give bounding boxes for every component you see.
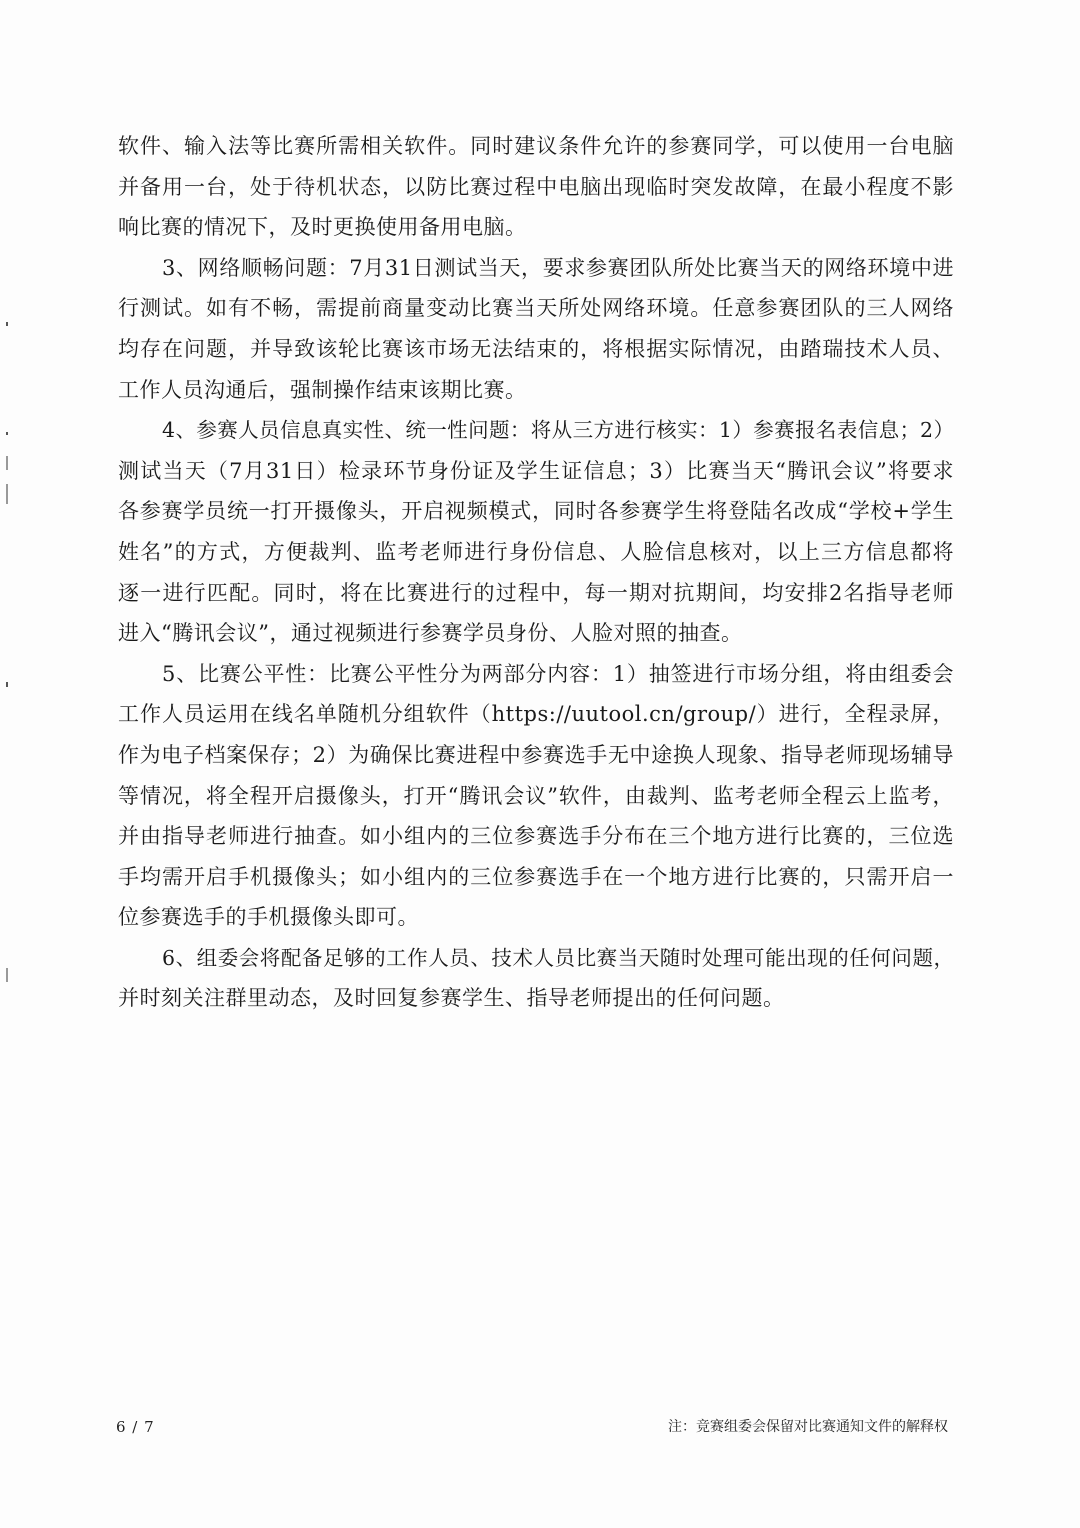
text-line: 工作人员运用在线名单随机分组软件（https://uutool.cn/group/）进行，全程录屏， (118, 702, 954, 727)
text-line: 6、组委会将配备足够的工作人员、技术人员比赛当天随时处理可能出现的任何问题， (162, 945, 954, 970)
scan-mark (6, 322, 8, 326)
text-line: 测试当天（7月31日）检录环节身份证及学生证信息；3）比赛当天“腾讯会议”将要求 (118, 458, 954, 483)
page-number: 6 / 7 (116, 1418, 155, 1436)
text-line: 位参赛选手的手机摄像头即可。 (118, 905, 419, 930)
text-line: 等情况，将全程开启摄像头，打开“腾讯会议”软件，由裁判、监考老师全程云上监考， (118, 783, 954, 808)
text-line: 软件、输入法等比赛所需相关软件。同时建议条件允许的参赛同学，可以使用一台电脑 (118, 134, 954, 158)
text-line: 均存在问题，并导致该轮比赛该市场无法结束的，将根据实际情况，由踏瑞技术人员、 (118, 336, 954, 361)
text-line: 进入“腾讯会议”，通过视频进行参赛学员身份、人脸对照的抽查。 (118, 621, 743, 646)
text-line: 工作人员沟通后，强制操作结束该期比赛。 (118, 377, 527, 402)
scan-mark (6, 682, 8, 687)
footer-note: 注：竞赛组委会保留对比赛通知文件的解释权 (668, 1419, 948, 1435)
scan-mark (6, 968, 8, 982)
text-line: 作为电子档案保存；2）为确保比赛进程中参赛选手无中途换人现象、指导老师现场辅导 (118, 742, 954, 767)
scan-mark (6, 456, 8, 470)
text-line: 姓名”的方式，方便裁判、监考老师进行身份信息、人脸信息核对，以上三方信息都将 (118, 539, 954, 564)
text-line: 各参赛学员统一打开摄像头，开启视频模式，同时各参赛学生将登陆名改成“学校+学生 (118, 499, 954, 524)
body-text (118, 126, 954, 1019)
text-line: 3、网络顺畅问题：7月31日测试当天，要求参赛团队所处比赛当天的网络环境中进 (162, 255, 954, 280)
text-line: 手均需开启手机摄像头；如小组内的三位参赛选手在一个地方进行比赛的，只需开启一 (118, 864, 954, 889)
text-line: 4、参赛人员信息真实性、统一性问题：将从三方进行核实：1）参赛报名表信息；2） (162, 418, 954, 443)
scan-mark (6, 432, 8, 435)
text-line: 行测试。如有不畅，需提前商量变动比赛当天所处网络环境。任意参赛团队的三人网络 (118, 296, 954, 321)
text-line: 逐一进行匹配。同时，将在比赛进行的过程中，每一期对抗期间，均安排2名指导老师 (118, 580, 954, 605)
text-line: 5、比赛公平性：比赛公平性分为两部分内容：1）抽签进行市场分组，将由组委会 (162, 661, 954, 686)
scan-mark (6, 484, 8, 504)
text-line: 并备用一台，处于待机状态，以防比赛过程中电脑出现临时突发故障，在最小程度不影 (118, 174, 954, 199)
text-line: 响比赛的情况下，及时更换使用备用电脑。 (118, 215, 527, 240)
text-line: 并时刻关注群里动态，及时回复参赛学生、指导老师提出的任何问题。 (118, 986, 785, 1011)
text-line: 并由指导老师进行抽查。如小组内的三位参赛选手分布在三个地方进行比赛的，三位选 (118, 824, 954, 849)
